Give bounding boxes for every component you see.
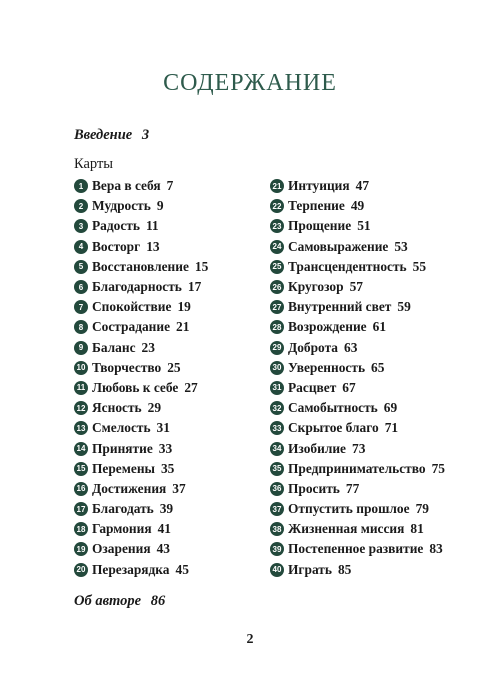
entry-label: Доброта (288, 339, 339, 355)
toc-entry (74, 459, 208, 479)
toc-entry (270, 297, 445, 317)
toc-entry (74, 176, 208, 196)
toc-column-right (270, 176, 445, 580)
toc-entry (74, 277, 208, 297)
toc-entry (270, 519, 445, 539)
section-heading: Карты (74, 156, 114, 172)
entry-page: 85 (337, 561, 352, 577)
entry-label: Интуиция (288, 178, 350, 194)
toc-entry (270, 560, 445, 580)
entry-label: Мудрость (92, 198, 151, 214)
toc-entry (270, 438, 445, 458)
entry-page: 49 (350, 198, 365, 214)
toc-entry (270, 358, 445, 378)
entry-number-badge: 21 (270, 179, 284, 193)
entry-page: 29 (147, 400, 162, 416)
intro-entry (74, 127, 149, 144)
entry-number-badge: 3 (74, 219, 88, 233)
toc-entry (270, 539, 445, 559)
toc-entry (74, 560, 208, 580)
entry-number-badge: 30 (270, 361, 284, 375)
entry-number-badge: 4 (74, 240, 88, 254)
entry-number-badge: 39 (270, 542, 284, 556)
entry-page: 33 (158, 440, 173, 456)
entry-label: Прощение (288, 218, 352, 234)
entry-page: 17 (187, 279, 202, 295)
entry-page: 77 (345, 480, 360, 496)
entry-label: Творчество (92, 359, 162, 375)
toc-entry (74, 378, 208, 398)
entry-number-badge: 17 (74, 502, 88, 516)
toc-entry (74, 358, 208, 378)
entry-label: Расцвет (288, 379, 337, 395)
entry-number-badge: 35 (270, 462, 284, 476)
toc-entry (270, 237, 445, 257)
entry-number-badge: 22 (270, 199, 284, 213)
entry-label: Баланс (92, 339, 136, 355)
entry-number-badge: 18 (74, 522, 88, 536)
entry-page: 69 (383, 400, 398, 416)
entry-label: Возрождение (288, 319, 367, 335)
entry-number-badge: 24 (270, 240, 284, 254)
entry-number-badge: 10 (74, 361, 88, 375)
entry-number-badge: 26 (270, 280, 284, 294)
entry-label: Ясность (92, 400, 142, 416)
entry-label: Перемены (92, 460, 155, 476)
toc-entry (74, 418, 208, 438)
entry-label: Принятие (92, 440, 153, 456)
toc-entry (74, 297, 208, 317)
entry-number-badge: 14 (74, 442, 88, 456)
entry-label: Радость (92, 218, 140, 234)
toc-entry (270, 277, 445, 297)
entry-label: Спокойствие (92, 299, 172, 315)
entry-page: 47 (355, 178, 370, 194)
entry-number-badge: 9 (74, 341, 88, 355)
entry-number-badge: 31 (270, 381, 284, 395)
toc-entry (270, 398, 445, 418)
entry-label: Предпринимательство (288, 460, 426, 476)
entry-label: Самобытность (288, 400, 378, 416)
entry-page: 61 (372, 319, 387, 335)
entry-page: 37 (172, 480, 186, 496)
entry-label: Сострадание (92, 319, 171, 335)
entry-number-badge: 16 (74, 482, 88, 496)
entry-number-badge: 19 (74, 542, 88, 556)
entry-label: Изобилие (288, 440, 346, 456)
toc-entry (74, 317, 208, 337)
entry-number-badge: 27 (270, 300, 284, 314)
entry-label: Самовыражение (288, 238, 389, 254)
entry-page: 59 (397, 299, 411, 315)
intro-label: Введение (74, 127, 133, 143)
toc-entry (74, 539, 208, 559)
about-page: 86 (150, 593, 166, 609)
entry-page: 57 (349, 279, 363, 295)
entry-label: Восторг (92, 238, 141, 254)
entry-page: 31 (156, 420, 170, 436)
entry-label: Отпустить прошлое (288, 501, 410, 517)
entry-number-badge: 25 (270, 260, 284, 274)
entry-number-badge: 1 (74, 179, 88, 193)
entry-page: 15 (194, 258, 209, 274)
toc-entry (270, 418, 445, 438)
toc-entry (270, 317, 445, 337)
entry-page: 13 (146, 238, 160, 254)
entry-label: Благодать (92, 501, 154, 517)
entry-number-badge: 2 (74, 199, 88, 213)
toc-entry (270, 338, 445, 358)
toc-entry (74, 438, 208, 458)
page-number: 2 (246, 632, 254, 647)
entry-number-badge: 23 (270, 219, 284, 233)
entry-number-badge: 13 (74, 421, 88, 435)
entry-number-badge: 11 (74, 381, 88, 395)
entry-number-badge: 33 (270, 421, 284, 435)
entry-number-badge: 28 (270, 320, 284, 334)
entry-label: Смелость (92, 420, 151, 436)
entry-label: Внутренний свет (288, 299, 392, 315)
toc-entry (74, 237, 208, 257)
toc-entry (270, 176, 445, 196)
entry-number-badge: 37 (270, 502, 284, 516)
entry-label: Восстановление (92, 258, 189, 274)
entry-number-badge: 29 (270, 341, 284, 355)
entry-page: 75 (431, 460, 445, 476)
entry-number-badge: 34 (270, 442, 284, 456)
entry-page: 83 (429, 541, 443, 557)
intro-page: 3 (141, 127, 150, 143)
entry-label: Терпение (288, 198, 345, 214)
entry-page: 65 (371, 359, 385, 375)
entry-label: Озарения (92, 541, 151, 557)
toc-entry (74, 499, 208, 519)
entry-number-badge: 40 (270, 563, 284, 577)
entry-label: Перезарядка (92, 561, 170, 577)
entry-number-badge: 32 (270, 401, 284, 415)
entry-page: 11 (145, 218, 159, 234)
entry-number-badge: 8 (74, 320, 88, 334)
entry-page: 81 (410, 521, 424, 537)
entry-page: 71 (384, 420, 399, 436)
entry-page: 19 (177, 299, 191, 315)
entry-number-badge: 15 (74, 462, 88, 476)
entry-page: 25 (167, 359, 181, 375)
about-entry (74, 593, 165, 610)
entry-label: Просить (288, 480, 340, 496)
entry-page: 41 (157, 521, 171, 537)
entry-label: Играть (288, 561, 332, 577)
toc-entry (74, 257, 208, 277)
entry-page: 53 (394, 238, 408, 254)
entry-page: 21 (176, 319, 190, 335)
toc-entry (74, 479, 208, 499)
toc-entry (74, 398, 208, 418)
entry-page: 79 (415, 501, 429, 517)
entry-label: Вера в себя (92, 178, 161, 194)
toc-entry (270, 459, 445, 479)
toc-entry (74, 338, 208, 358)
toc-entry (270, 257, 445, 277)
entry-page: 27 (184, 379, 198, 395)
entry-number-badge: 6 (74, 280, 88, 294)
about-label: Об авторе (74, 593, 142, 609)
entry-page: 45 (175, 561, 189, 577)
entry-number-badge: 12 (74, 401, 88, 415)
toc-entry (270, 196, 445, 216)
entry-number-badge: 38 (270, 522, 284, 536)
entry-page: 73 (352, 440, 366, 456)
page-title: СОДЕРЖАНИЕ (163, 70, 337, 96)
entry-number-badge: 20 (74, 563, 88, 577)
toc-entry (74, 216, 208, 236)
entry-label: Уверенность (288, 359, 366, 375)
entry-number-badge: 36 (270, 482, 284, 496)
entry-label: Кругозор (288, 279, 344, 295)
entry-label: Гармония (92, 521, 152, 537)
entry-label: Жизненная миссия (288, 521, 405, 537)
toc-entry (270, 499, 445, 519)
entry-page: 55 (412, 258, 427, 274)
entry-page: 67 (342, 379, 356, 395)
toc-entry (74, 196, 208, 216)
entry-page: 35 (160, 460, 175, 476)
entry-label: Трансцендентность (288, 258, 407, 274)
entry-page: 51 (357, 218, 371, 234)
toc-entry (270, 216, 445, 236)
entry-page: 23 (141, 339, 155, 355)
toc-entry (270, 479, 445, 499)
entry-number-badge: 7 (74, 300, 88, 314)
entry-page: 63 (344, 339, 358, 355)
toc-entry (74, 519, 208, 539)
entry-page: 7 (166, 178, 174, 194)
toc-column-left (74, 176, 208, 580)
entry-page: 43 (156, 541, 170, 557)
entry-number-badge: 5 (74, 260, 88, 274)
entry-page: 9 (156, 198, 164, 214)
entry-label: Скрытое благо (288, 420, 379, 436)
entry-label: Любовь к себе (92, 379, 179, 395)
entry-label: Благодарность (92, 279, 182, 295)
toc-entry (270, 378, 445, 398)
entry-label: Достижения (92, 480, 167, 496)
entry-page: 39 (159, 501, 174, 517)
entry-label: Постепенное развитие (288, 541, 424, 557)
